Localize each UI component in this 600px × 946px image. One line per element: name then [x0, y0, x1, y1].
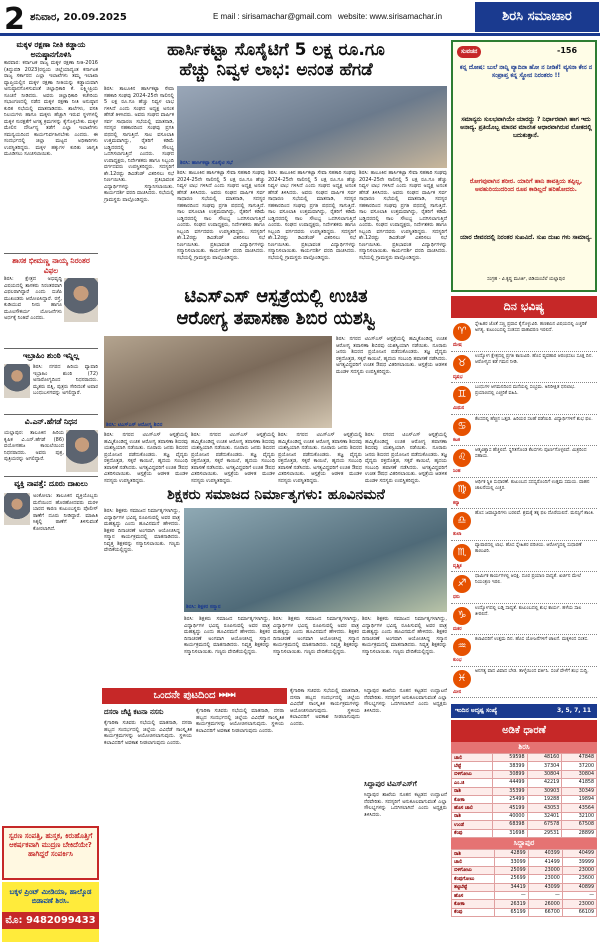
price-cell: 30899 [492, 770, 527, 778]
horoscope-item [451, 383, 597, 415]
price-cell: 19894 [562, 795, 597, 803]
price-cell: 30804 [562, 770, 597, 778]
story-body-hospital-col3: ಶಿರಸಿ: ನಗರದ ಟಿಎಸ್‌ಎಸ್ ಆಸ್ಪತ್ರೆಯಲ್ಲಿ ಹಮ್ಮಿಕೊಂಡಿದ್ದ ಉಚಿತ ಆರೋಗ್ಯ ತಪಾಸಣಾ ಶಿಬಿರವು ಯಶಸ್ವಿಯಾಗಿ ನಡೆಯಿತು. ನೂರಾರು ಜನರು ಶಿಬಿರದ ಪ್ರಯೋಜನ ಪಡೆದುಕೊಂಡರು. ತಜ್ಞ ವೈದ್ಯರು ರಕ್ತದೊತ್ತಡ, ಸಕ್ಕರೆ ಕಾಯಿಲೆ, ಹೃದಯ ಸಂಬಂಧಿ ತಪಾಸಣೆ ನಡೆಸಿದರು. ಅಗತ್ಯವಿದ್ದವರಿಗೆ ಉಚಿತ ಔಷಧ ವಿತರಿಸಲಾಯಿತು. ಆಸ್ಪತ್ರೆಯ ಆಡಳಿತ ಮಂಡಳಿ ಸದಸ್ಯರು ಉಪಸ್ಥಿತರಿದ್ದರು. [191, 432, 275, 484]
price-cell: 35399 [492, 787, 527, 795]
price-cell: 31698 [492, 829, 527, 837]
zodiac-icon: ♊ [453, 386, 471, 404]
variety-name: ಕೆಂಪುಗೋಟು [452, 875, 495, 883]
story-body-society-col4: ಶಿರಸಿ: ತಾಲೂಕಿನ ಹಾರ್ಸಿಕಟ್ಟಾ ಸೇವಾ ಸಹಕಾರಿ ಸಂಘವು 2024-25ನೇ ಸಾಲಿನಲ್ಲಿ 5 ಲಕ್ಷ ರೂ.ಗೂ ಹೆಚ್ಚು ನಿವ್ವಳ ಲಾಭ ಗಳಿಸಿದೆ ಎಂದು ಸಂಘದ ಅಧ್ಯಕ್ಷ ಅನಂತ ಹೆಗಡೆ ತಿಳಿಸಿದರು. ಅವರು ಸಂಘದ ವಾರ್ಷಿಕ ಸರ್ವ ಸಾಧಾರಣ ಸಭೆಯಲ್ಲಿ ಮಾತನಾಡಿ, ಸದಸ್ಯರ ಸಹಕಾರದಿಂದ ಸಂಘವು ಪ್ರಗತಿ ಪಥದಲ್ಲಿ ಸಾಗುತ್ತಿದೆ. ಸಾಲ ವಸೂಲಾತಿ ಉತ್ತಮವಾಗಿದ್ದು, ರೈತರಿಗೆ ಕಡಿಮೆ ಬಡ್ಡಿದರದಲ್ಲಿ ಸಾಲ ಸೌಲಭ್ಯ ಒದಗಿಸಲಾಗುತ್ತಿದೆ ಎಂದರು. ಸಂಘದ ಉಪಾಧ್ಯಕ್ಷರು, ನಿರ್ದೇಶಕರು ಹಾಗೂ ಸಿಬ್ಬಂದಿ ವರ್ಗದವರು ಉಪಸ್ಥಿತರಿದ್ದರು. ಸದಸ್ಯರಿಗೆ ಶೇ.12ರಷ್ಟು ಡಿವಿಡೆಂಡ್ ವಿತರಿಸಲು ಸಭೆ ನಿರ್ಣಯಿಸಿತು. ಪ್ರತಿಭಾವಂತ ವಿದ್ಯಾರ್ಥಿಗಳನ್ನು ಸನ್ಮಾನಿಸಲಾಯಿತು. ಕಾರ್ಯದರ್ಶಿ ವರದಿ ವಾಚಿಸಿದರು. ಸಭೆಯಲ್ಲಿ ಗ್ರಾಮಸ್ಥರು ಪಾಲ್ಗೊಂಡಿದ್ದರು. [359, 170, 447, 261]
price-row [452, 858, 597, 866]
horoscope-text: ಆತ್ಮವಿಶ್ವಾಸ ಹೆಚ್ಚಲಿದೆ. ಸ್ಥಗಿತಗೊಂಡ ಕೆಲಸಗಳು ಪೂರ್ಣಗೊಳ್ಳಲಿವೆ. ಮಿತ್ರರಿಂದ ಸಹಾಯ. [475, 448, 587, 459]
price-row [452, 866, 597, 874]
price-cell: 23000 [562, 866, 596, 874]
story-body-society-col2: ಶಿರಸಿ: ತಾಲೂಕಿನ ಹಾರ್ಸಿಕಟ್ಟಾ ಸೇವಾ ಸಹಕಾರಿ ಸಂಘವು 2024-25ನೇ ಸಾಲಿನಲ್ಲಿ 5 ಲಕ್ಷ ರೂ.ಗೂ ಹೆಚ್ಚು ನಿವ್ವಳ ಲಾಭ ಗಳಿಸಿದೆ ಎಂದು ಸಂಘದ ಅಧ್ಯಕ್ಷ ಅನಂತ ಹೆಗಡೆ ತಿಳಿಸಿದರು. ಅವರು ಸಂಘದ ವಾರ್ಷಿಕ ಸರ್ವ ಸಾಧಾರಣ ಸಭೆಯಲ್ಲಿ ಮಾತನಾಡಿ, ಸದಸ್ಯರ ಸಹಕಾರದಿಂದ ಸಂಘವು ಪ್ರಗತಿ ಪಥದಲ್ಲಿ ಸಾಗುತ್ತಿದೆ. ಸಾಲ ವಸೂಲಾತಿ ಉತ್ತಮವಾಗಿದ್ದು, ರೈತರಿಗೆ ಕಡಿಮೆ ಬಡ್ಡಿದರದಲ್ಲಿ ಸಾಲ ಸೌಲಭ್ಯ ಒದಗಿಸಲಾಗುತ್ತಿದೆ ಎಂದರು. ಸಂಘದ ಉಪಾಧ್ಯಕ್ಷರು, ನಿರ್ದೇಶಕರು ಹಾಗೂ ಸಿಬ್ಬಂದಿ ವರ್ಗದವರು ಉಪಸ್ಥಿತರಿದ್ದರು. ಸದಸ್ಯರಿಗೆ ಶೇ.12ರಷ್ಟು ಡಿವಿಡೆಂಡ್ ವಿತರಿಸಲು ಸಭೆ ನಿರ್ಣಯಿಸಿತು. ಪ್ರತಿಭಾವಂತ ವಿದ್ಯಾರ್ಥಿಗಳನ್ನು ಸನ್ಮಾನಿಸಲಾಯಿತು. ಕಾರ್ಯದರ್ಶಿ ವರದಿ ವಾಚಿಸಿದರು. ಸಭೆಯಲ್ಲಿ ಗ್ರಾಮಸ್ಥರು ಪಾಲ್ಗೊಂಡಿದ್ದರು. [177, 170, 265, 261]
price-cell: 28899 [562, 829, 597, 837]
horoscope-text: ಧಾರ್ಮಿಕ ಕಾರ್ಯಗಳಲ್ಲಿ ಆಸಕ್ತಿ. ದೂರ ಪ್ರಯಾಣ ಸಾಧ್ಯತೆ. ಖರ್ಚಿನ ಮೇಲೆ ನಿಯಂತ್ರಣ ಇರಲಿ. [475, 574, 581, 585]
portrait-photo [66, 430, 98, 472]
horoscope-text: ಆರ್ಥಿಕ ಸ್ಥಿತಿ ಸುಧಾರಣೆ. ಕುಟುಂಬದ ಸದಸ್ಯರೊಂದಿಗೆ ಉತ್ತಮ ಸಮಯ. ವಾಹನ ಚಾಲನೆಯಲ್ಲಿ ಎಚ್ಚರ. [475, 479, 590, 491]
zodiac-icon: ♌ [453, 449, 471, 467]
price-row [452, 891, 597, 899]
media-ad [2, 882, 99, 942]
price-cell: 40399 [528, 850, 562, 858]
horoscope-item [451, 446, 597, 478]
zodiac-name: ಕಟಕ [453, 437, 460, 443]
variety-name: ಚಾಲಿ [452, 858, 495, 866]
suvachana-credit: ಸಂಗ್ರಹ - ವಿ.ಕೃಷ್ಣ ಮೂರ್ತಿ, ಬಿಡಿಯಂಬೆಲೆ ಯಲ್ಲಾಪುರ [487, 277, 565, 282]
story-head-obituary1: ಇಬ್ರಾಹಿಂ ಶುಂಠಿ ಇನ್ನಿಲ್ಲ [22, 351, 80, 360]
story-body-teachers-col3: ಶಿರಸಿ: ಶಿಕ್ಷಕರು ಸಮಾಜದ ನಿರ್ಮಾತೃಗಳಾಗಿದ್ದು, ವಿದ್ಯಾರ್ಥಿಗಳ ಭವಿಷ್ಯ ರೂಪಿಸುವಲ್ಲಿ ಅವರ ಪಾತ್ರ ಮಹತ್ವದ್ದು ಎಂದು ಹೂವಿನಮನೆ ಹೇಳಿದರು. ಶಿಕ್ಷಕರ ದಿನಾಚರಣೆ ಅಂಗವಾಗಿ ಆಯೋಜಿಸಿದ್ದ ಸನ್ಮಾನ ಕಾರ್ಯಕ್ರಮದಲ್ಲಿ ಮಾತನಾಡಿದರು. ನಿವೃತ್ತ ಶಿಕ್ಷಕರನ್ನು ಸನ್ಮಾನಿಸಲಾಯಿತು. ಗಣ್ಯರು ವೇದಿಕೆಯಲ್ಲಿದ್ದರು. [273, 616, 359, 655]
horoscope-item [451, 320, 597, 352]
price-row [452, 850, 597, 858]
price-row [452, 795, 597, 803]
story-body-obituary2: ಯಲ್ಲಾಪುರ: ತಾಲೂಕಿನ ಹಿರಿಯ ಕೃಷಿಕ ವಿ.ಎನ್.ಹೆಗಡೆ (86) ವಯೋಸಹಜ ಕಾಯಿಲೆಯಿಂದ ನಿಧನರಾದರು. ಅವರು ಪುತ್ರ, ಪುತ್ರಿಯರನ್ನು ಅಗಲಿದ್ದಾರೆ. [4, 430, 64, 462]
horoscope-text: ಸ್ನೇಹಿತರ ಜೊತೆ ಸಣ್ಣ ಪ್ರವಾಸ ಕೈಗೊಳ್ಳುವಿರಿ. ಹಣಕಾಸಿನ ವಿಷಯದಲ್ಲಿ ಎಚ್ಚರಿಕೆ ಅಗತ್ಯ. ಕುಟುಂಬದಲ್ಲಿ ಸಂತಸದ ವಾತಾವರಣ ಇರಲಿದೆ. [475, 322, 587, 333]
phone-number: ಮೊ: 9482099433 [2, 912, 99, 929]
price-row [452, 900, 597, 908]
price-row [452, 787, 597, 795]
price-cell: 33099 [494, 858, 528, 866]
price-cell: 30903 [527, 787, 562, 795]
price-cell: 43564 [562, 804, 597, 812]
horoscope-text: ಅನಗತ್ಯ ವಾದ ವಿವಾದ ಬೇಡ. ತಾಳ್ಮೆಯಿಂದ ವರ್ತಿಸಿ. ಸಂಜೆ ವೇಳೆಗೆ ಶುಭ ಸುದ್ದಿ. [475, 668, 589, 674]
story-body-missing: ಅಂಕೋಲಾ: ತಾಲೂಕಿನ ವ್ಯಕ್ತಿಯೊಬ್ಬರು ಮನೆಯಿಂದ ಹೊರಹೋದವರು ಮರಳಿ ಬಾರದ ಕಾರಣ ಕುಟುಂಬಸ್ಥರು ಪೊಲೀಸ್ ಠಾಣೆಗೆ ದೂರು ನೀಡಿದ್ದಾರೆ. ಮಾಹಿತಿ ಸಿಕ್ಕಲ್ಲಿ ಠಾಣೆಗೆ ತಿಳಿಸುವಂತೆ ಕೋರಲಾಗಿದೆ. [33, 493, 98, 532]
price-cell: 42219 [527, 779, 562, 787]
price-cell: 23600 [562, 875, 596, 883]
horoscope-item [451, 352, 597, 384]
horoscope-item [451, 667, 597, 699]
story-body-hospital-col5: ಶಿರಸಿ: ನಗರದ ಟಿಎಸ್‌ಎಸ್ ಆಸ್ಪತ್ರೆಯಲ್ಲಿ ಹಮ್ಮಿಕೊಂಡಿದ್ದ ಉಚಿತ ಆರೋಗ್ಯ ತಪಾಸಣಾ ಶಿಬಿರವು ಯಶಸ್ವಿಯಾಗಿ ನಡೆಯಿತು. ನೂರಾರು ಜನರು ಶಿಬಿರದ ಪ್ರಯೋಜನ ಪಡೆದುಕೊಂಡರು. ತಜ್ಞ ವೈದ್ಯರು ರಕ್ತದೊತ್ತಡ, ಸಕ್ಕರೆ ಕಾಯಿಲೆ, ಹೃದಯ ಸಂಬಂಧಿ ತಪಾಸಣೆ ನಡೆಸಿದರು. ಅಗತ್ಯವಿದ್ದವರಿಗೆ ಉಚಿತ ಔಷಧ ವಿತರಿಸಲಾಯಿತು. ಆಸ್ಪತ್ರೆಯ ಆಡಳಿತ ಮಂಡಳಿ ಸದಸ್ಯರು ಉಪಸ್ಥಿತರಿದ್ದರು. [365, 432, 447, 484]
horoscope-text: ವ್ಯಾಪಾರದಲ್ಲಿ ಲಾಭ. ಹೊಸ ಸ್ನೇಹಿತರ ಪರಿಚಯ. ಆರೋಗ್ಯದಲ್ಲಿ ಸುಧಾರಣೆ ಕಾಣುವಿರಿ. [475, 542, 582, 554]
zodiac-icon: ♍ [453, 481, 471, 499]
sirsi-price-table [451, 753, 597, 838]
lucky-number-label: ಇಂದಿನ ಅದೃಷ್ಟ ಸಂಖ್ಯೆ [455, 707, 498, 714]
price-cell: 48160 [527, 754, 562, 762]
price-cell: 30349 [562, 787, 597, 795]
variety-name: ಕೋಕಾ [452, 900, 495, 908]
story-head-child-policy: ಮಕ್ಕಳ ರಕ್ಷಣಾ ನೀತಿ ಕಡ್ಡಾಯ ಅನುಷ್ಠಾನಗೊಳಿಸಿ [16, 40, 86, 59]
story-body-mla: ಶಿರಸಿ: ಕ್ಷೇತ್ರದ ಅಭಿವೃದ್ಧಿ ವಿಷಯದಲ್ಲಿ ಶಾಸಕರು ನಿರಂತರವಾಗಿ ವಿಫಲರಾಗಿದ್ದಾರೆ ಎಂದು ಬಿಜೆಪಿ ಮುಖಂಡರು ಆರೋಪಿಸಿದ್ದಾರೆ. ರಸ್ತೆ, ಕುಡಿಯುವ ನೀರು ಹಾಗೂ ಮೂಲಸೌಕರ್ಯ ಯೋಜನೆಗಳು ಅರ್ಧಕ್ಕೆ ನಿಂತಿವೆ ಎಂದರು. [4, 276, 62, 321]
arecanut-price-title: ಅಡಿಕೆ ಧಾರಣೆ [451, 720, 597, 742]
market-siddapur-label: ಸಿದ್ದಾಪುರ [451, 838, 597, 849]
price-row [452, 770, 597, 778]
variety-name: ಬಿಳಿಗೋಟು [452, 770, 493, 778]
variety-name: ಕೋಕಾ [452, 795, 493, 803]
price-cell: 25499 [492, 795, 527, 803]
photo-caption: ಶಿರಸಿ: ಶಿಕ್ಷಕರ ಸನ್ಮಾನ [186, 604, 221, 610]
variety-name: ಉಂಡೆ [452, 821, 493, 829]
horoscope-item [451, 572, 597, 604]
price-cell: 67508 [562, 821, 597, 829]
portrait-photo [4, 493, 30, 525]
horoscope-item [451, 604, 597, 636]
brand-logo: ಶಿರಸಿ ಸಮಾಚಾರ [475, 2, 599, 32]
price-cell: 45199 [492, 804, 527, 812]
price-cell: 30804 [527, 770, 562, 778]
price-cell: 67578 [527, 821, 562, 829]
variety-name: ಬಿಳಿಗೋಟು [452, 866, 495, 874]
zodiac-name: ಮೀನ [453, 689, 462, 695]
price-row [452, 762, 597, 770]
price-cell: 66700 [528, 908, 562, 916]
horoscope-text: ಬಂಧುಗಳ ಆಗಮನದಿಂದ ಮನೆಯಲ್ಲಿ ಸಂಭ್ರಮ. ಅನಿರೀಕ್ಷಿತ ಧನಲಾಭ. ಪ್ರಯಾಣದಲ್ಲಿ ಎಚ್ಚರಿಕೆ ವಹಿಸಿ. [475, 385, 576, 396]
divider [4, 476, 98, 477]
variety-name: ಬೆಟ್ಟೆ [452, 762, 493, 770]
story-body-child-policy: ಕಾರವಾರ: ಕರ್ನಾಟಕ ರಾಜ್ಯ ಮಕ್ಕಳ ರಕ್ಷಣಾ ನೀತಿ-2016 (ತಿದ್ದುಪಡಿ 2023)ರನ್ವಯ ಜಿಲ್ಲೆಯಾದ್ಯಂತ ಕರ್ನಾಟಕ ರಾಜ್ಯ ಸರ್ಕಾರದ ಎಲ್ಲಾ ಇಲಾಖೆಗಳು ತಮ್ಮ ಇಲಾಖಾ ವ್ಯಾಪ್ತಿಯಲ್ಲಿನ ಮಕ್ಕಳ ರಕ್ಷಣಾ ನೀತಿಯನ್ನು ಕಡ್ಡಾಯವಾಗಿ ಅನುಷ್ಠಾನಗೊಳಿಸುವಂತೆ ಜಿಲ್ಲಾಧಿಕಾರಿ ಕೆ. ಲಕ್ಷ್ಮೀಪ್ರಿಯ ಸೂಚನೆ ನೀಡಿದರು. ಅವರು ಜಿಲ್ಲಾಧಿಕಾರಿ ಕಚೇರಿಯ ಸಭಾಂಗಣದಲ್ಲಿ ನಡೆದ ಮಕ್ಕಳ ರಕ್ಷಣಾ ನೀತಿ ಅನುಷ್ಠಾನ ಕುರಿತ ಸಭೆಯಲ್ಲಿ ಮಾತನಾಡಿದರು. ಶಾಲೆಗಳು, ವಸತಿ ನಿಲಯಗಳು ಹಾಗೂ ಮಕ್ಕಳು ಹೆಚ್ಚಾಗಿ ಇರುವ ಸ್ಥಳಗಳಲ್ಲಿ ಮಕ್ಕಳ ಸುರಕ್ಷತೆಗೆ ಅಗತ್ಯ ಕ್ರಮಗಳನ್ನು ಕೈಗೊಳ್ಳಬೇಕು. ಮಕ್ಕಳ ಮೇಲಿನ ದೌರ್ಜನ್ಯ ತಡೆಗೆ ಎಲ್ಲಾ ಇಲಾಖೆಗಳು ಸಮನ್ವಯದಿಂದ ಕಾರ್ಯನಿರ್ವಹಿಸಬೇಕು ಎಂದರು. ಈ ಸಂದರ್ಭದಲ್ಲಿ ಜಿಲ್ಲಾ ಮಟ್ಟದ ಅಧಿಕಾರಿಗಳು ಉಪಸ್ಥಿತರಿದ್ದರು. ಮಕ್ಕಳ ಹಕ್ಕುಗಳ ಕುರಿತು ಜಾಗೃತಿ ಮೂಡಿಸಲು ಸೂಚಿಸಲಾಯಿತು. [4, 60, 98, 157]
horoscope-item [451, 415, 597, 447]
variety-name: ಹೊಸ [452, 891, 495, 899]
price-cell: 38399 [492, 762, 527, 770]
headline-teachers: ಶಿಕ್ಷಕರು ಸಮಾಜದ ನಿರ್ಮಾತೃಗಳು: ಹೂವಿನಮನೆ [167, 487, 385, 503]
story-head-obituary2: ವಿ.ಎನ್.ಹೆಗಡೆ ನಿಧನ [24, 417, 78, 426]
story-body-siddapur-top: ಸಿದ್ದಾಪುರ ಶಾಖೆಯ ನೂತನ ಕಟ್ಟಡದ ಉದ್ಘಾಟನೆ ನೆರವೇರಿತು. ಸದಸ್ಯರಿಗೆ ಅನುಕೂಲವಾಗುವಂತೆ ಎಲ್ಲಾ ಸೌಲಭ್ಯಗಳನ್ನು ಒದಗಿಸಲಾಗಿದೆ ಎಂದು ಅಧ್ಯಕ್ಷರು ತಿಳಿಸಿದರು. [364, 688, 447, 714]
variety-name: ತಟ್ಟಿಬೆಟ್ಟೆ [452, 883, 495, 891]
price-cell: 23000 [528, 875, 562, 883]
suvachana-meaning2: ರೋಗವುವಾಗಿನ ಶರೀರ. ಯಾರಿಗೆ ಹಾನಿ ತಾವತ್ತಿಯ ತಪ್ಪಿಲ್ಲ, ಅವಹುರಿಯುದರಿಂದ ರೂಪ ಕಾಡಿಲ್ಲದೆ ಹರಿಹೋದರು. [469, 178, 583, 193]
variety-name: ಹೊಸ ಚಾಲಿ [452, 804, 493, 812]
price-row [452, 754, 597, 762]
zodiac-icon: ♎ [453, 512, 471, 530]
horoscope-item [451, 478, 597, 510]
price-row [452, 875, 597, 883]
price-cell: 41499 [528, 858, 562, 866]
meeting-photo [177, 86, 447, 168]
story-body-dasara-col3: ಕೈಗಾರಿಕಾ ಸಚಿವರು ಸಭೆಯಲ್ಲಿ ಮಾತನಾಡಿ, ದಸರಾ ಹಬ್ಬದ ಸಂದರ್ಭದಲ್ಲಿ ಜಿಲ್ಲೆಯ ವಿವಿಧೆಡೆ ಸಾಂಸ್ಕೃತಿಕ ಕಾರ್ಯಕ್ರಮಗಳನ್ನು ಆಯೋಜಿಸಲಾಗುವುದು. ಸ್ಥಳೀಯ ಕಲಾವಿದರಿಗೆ ಅವಕಾಶ ನೀಡಲಾಗುವುದು ಎಂದರು. [290, 688, 360, 727]
story-body-teachers-col4: ಶಿರಸಿ: ಶಿಕ್ಷಕರು ಸಮಾಜದ ನಿರ್ಮಾತೃಗಳಾಗಿದ್ದು, ವಿದ್ಯಾರ್ಥಿಗಳ ಭವಿಷ್ಯ ರೂಪಿಸುವಲ್ಲಿ ಅವರ ಪಾತ್ರ ಮಹತ್ವದ್ದು ಎಂದು ಹೂವಿನಮನೆ ಹೇಳಿದರು. ಶಿಕ್ಷಕರ ದಿನಾಚರಣೆ ಅಂಗವಾಗಿ ಆಯೋಜಿಸಿದ್ದ ಸನ್ಮಾನ ಕಾರ್ಯಕ್ರಮದಲ್ಲಿ ಮಾತನಾಡಿದರು. ನಿವೃತ್ತ ಶಿಕ್ಷಕರನ್ನು ಸನ್ಮಾನಿಸಲಾಯಿತು. ಗಣ್ಯರು ವೇದಿಕೆಯಲ್ಲಿದ್ದರು. [362, 616, 447, 655]
siddapur-price-table [451, 849, 597, 917]
horoscope-item [451, 635, 597, 667]
horoscope-text: ಉದ್ಯೋಗ ಕ್ಷೇತ್ರದಲ್ಲಿ ಪ್ರಗತಿ ಕಾಣುವಿರಿ. ಹೊಸ ವ್ಯವಹಾರ ಆರಂಭಿಸಲು ಸೂಕ್ತ ದಿನ. ಆರೋಗ್ಯದ ಕಡೆ ಗಮನ ನೀಡಿ. [475, 353, 593, 365]
price-cell: 26000 [528, 900, 562, 908]
story-body-obituary1: ಶಿರಸಿ: ನಗರದ ಹಿರಿಯ ವ್ಯಾಪಾರಿ ಇಬ್ರಾಹಿಂ ಶುಂಠಿ (72) ಅನಾರೋಗ್ಯದಿಂದ ನಿಧನರಾದರು. ಮೃತರು ಪತ್ನಿ, ಪುತ್ರರು ಸೇರಿದಂತೆ ಅಪಾರ ಬಂಧುಬಳಗವನ್ನು ಅಗಲಿದ್ದಾರೆ. [33, 364, 98, 396]
price-cell: 29531 [527, 829, 562, 837]
price-cell: 19288 [527, 795, 562, 803]
zodiac-icon: ♋ [453, 418, 471, 436]
divider [4, 414, 98, 415]
teachers-photo [184, 508, 447, 612]
health-camp-photo [104, 336, 332, 428]
price-cell: 32401 [527, 812, 562, 820]
media-ad-text: ಬಕ್ಕಳ ಪ್ರಿಂಟ್ ಮೀಡಿಯಾ, ಹಾಲ್ಕೊಡ ಬಿಡಾವಣೆ ಶಿರಸಿ. [9, 888, 92, 905]
email-text: E mail : sirisamachar@gmail.com [213, 12, 332, 21]
headline-society [104, 40, 448, 80]
zodiac-name: ಕನ್ಯಾ [453, 500, 460, 506]
page-number: 2 [4, 2, 25, 37]
price-cell: — [528, 891, 562, 899]
headline-hospital [104, 286, 448, 330]
price-cell: 32100 [562, 812, 597, 820]
price-cell: 23000 [528, 866, 562, 874]
variety-name: ಚಾಲಿ [452, 754, 493, 762]
lucky-number-bar [451, 704, 597, 718]
suvachana-meaning1: ಸಮಾನ್ಯನು ಸುಲಭವಾಗಿಯೇ ಯಾರದ್ದು ? ನಿರ್ಧಾರವಾಗಿ ಹಾಗ ಇದು ಅನಾದ್ಯ. ಪ್ರತಿಯೊಬ್ಬ ಮಾನವ ಮಾನಸಿಕ ಆಧಾರವಾಗಿರುವ ಲೋಕದಲ್ಲಿ ಬದುಕುತ್ತಾನೆ. [460, 116, 592, 139]
zodiac-icon: ♑ [453, 607, 471, 625]
price-cell: 25099 [494, 866, 528, 874]
variety-name: ಎಂ.ಜಿ [452, 779, 493, 787]
price-cell: 44499 [492, 779, 527, 787]
story-head-siddapur: ಸಿದ್ದಾಪುರ ಟಿಎಸ್‌ಎಸ್‌ಗೆ [364, 780, 417, 788]
portrait-photo [64, 278, 98, 322]
zodiac-icon: ♓ [453, 670, 471, 688]
horoscope-text: ಹೊಸ ಜವಾಬ್ದಾರಿಗಳು ಬರಲಿವೆ. ಶ್ರಮಕ್ಕೆ ತಕ್ಕ ಫಲ ದೊರೆಯಲಿದೆ. ಮನಸ್ಸಿಗೆ ಶಾಂತಿ. [475, 511, 595, 516]
headline-society-line2: ಹೆಚ್ಚು ನಿವ್ವಳ ಲಾಭ: ಅನಂತ ಹೆಗಡೆ [179, 60, 373, 80]
divider [4, 253, 98, 254]
story-head-mla: ಶಾಸಕ ಭೀಮಣ್ಣ ನಾಯ್ಕ ನಿರಂತರ ವಿಫಲ [12, 256, 90, 275]
price-cell: 26319 [494, 900, 528, 908]
variety-name: ರಾಶಿ [452, 850, 495, 858]
suvachana-badge: ಸುವಚನ [457, 46, 481, 58]
photo-caption: ಶಿರಸಿ: ಟಿಎಸ್‌ಎಸ್ ಆರೋಗ್ಯ ಶಿಬಿರ [106, 422, 163, 428]
zodiac-icon: ♐ [453, 575, 471, 593]
price-cell: 25699 [494, 875, 528, 883]
price-cell: — [562, 891, 596, 899]
price-row [452, 908, 597, 916]
price-row [452, 821, 597, 829]
price-cell: 37200 [562, 762, 597, 770]
print-ad-text: ಸ್ವರಣ ಸಂಪತ್ತಿ, ಹುಸ್ತಕ, ಕಿರುಹೊತ್ತಿಗೆ ಆಕರ್ಷಕವಾಗಿ ಮುದ್ರಣ ಬೇಕಿದೆಯೇ? ಹಾಗಿದ್ದರೆ ಸಂಪರ್ಕಿಸಿ [8, 832, 93, 858]
story-body-teachers-col2: ಶಿರಸಿ: ಶಿಕ್ಷಕರು ಸಮಾಜದ ನಿರ್ಮಾತೃಗಳಾಗಿದ್ದು, ವಿದ್ಯಾರ್ಥಿಗಳ ಭವಿಷ್ಯ ರೂಪಿಸುವಲ್ಲಿ ಅವರ ಪಾತ್ರ ಮಹತ್ವದ್ದು ಎಂದು ಹೂವಿನಮನೆ ಹೇಳಿದರು. ಶಿಕ್ಷಕರ ದಿನಾಚರಣೆ ಅಂಗವಾಗಿ ಆಯೋಜಿಸಿದ್ದ ಸನ್ಮಾನ ಕಾರ್ಯಕ್ರಮದಲ್ಲಿ ಮಾತನಾಡಿದರು. ನಿವೃತ್ತ ಶಿಕ್ಷಕರನ್ನು ಸನ್ಮಾನಿಸಲಾಯಿತು. ಗಣ್ಯರು ವೇದಿಕೆಯಲ್ಲಿದ್ದರು. [184, 616, 270, 655]
zodiac-name: ಮಕರ [453, 626, 462, 632]
price-cell: 66109 [562, 908, 596, 916]
zodiac-name: ಸಿಂಹ [453, 469, 461, 474]
horoscope-text: ಕೆಲಸದಲ್ಲಿ ಹೆಚ್ಚಿನ ಒತ್ತಡ. ಹಿರಿಯರ ಸಲಹೆ ಪಡೆಯಿರಿ. ವಿದ್ಯಾರ್ಥಿಗಳಿಗೆ ಶುಭ ಫಲ. [475, 416, 593, 422]
headline-hospital-line1: ಟಿಎಸ್‌ಎಸ್ ಆಸ್ಪತ್ರೆಯಲ್ಲಿ ಉಚಿತ [184, 286, 368, 307]
horoscope-text: ಉದ್ಯೋಗದಲ್ಲಿ ಬಡ್ತಿ ಸಾಧ್ಯತೆ. ಕುಟುಂಬದಲ್ಲಿ ಶುಭ ಕಾರ್ಯ. ಹಳೆಯ ಸಾಲ ತೀರಲಿದೆ. [475, 605, 582, 617]
website-text: website: www.sirisamachar.in [338, 12, 443, 21]
horoscope-title: ದಿನ ಭವಿಷ್ಯ [451, 296, 597, 318]
price-row [452, 829, 597, 837]
zodiac-icon: ♒ [453, 638, 471, 656]
price-cell: 39999 [562, 858, 596, 866]
price-row [452, 812, 597, 820]
headline-society-line1: ಹಾರ್ಸಿಕಟ್ಟಾ ಸೊಸೈಟಿಗೆ 5 ಲಕ್ಷ ರೂ.ಗೂ [167, 40, 385, 60]
price-cell: 65199 [494, 908, 528, 916]
zodiac-icon: ♉ [453, 355, 471, 373]
zodiac-name: ಮಿಥುನ [453, 406, 465, 411]
price-cell: 43099 [528, 883, 562, 891]
story-body-society-col3: ಶಿರಸಿ: ತಾಲೂಕಿನ ಹಾರ್ಸಿಕಟ್ಟಾ ಸೇವಾ ಸಹಕಾರಿ ಸಂಘವು 2024-25ನೇ ಸಾಲಿನಲ್ಲಿ 5 ಲಕ್ಷ ರೂ.ಗೂ ಹೆಚ್ಚು ನಿವ್ವಳ ಲಾಭ ಗಳಿಸಿದೆ ಎಂದು ಸಂಘದ ಅಧ್ಯಕ್ಷ ಅನಂತ ಹೆಗಡೆ ತಿಳಿಸಿದರು. ಅವರು ಸಂಘದ ವಾರ್ಷಿಕ ಸರ್ವ ಸಾಧಾರಣ ಸಭೆಯಲ್ಲಿ ಮಾತನಾಡಿ, ಸದಸ್ಯರ ಸಹಕಾರದಿಂದ ಸಂಘವು ಪ್ರಗತಿ ಪಥದಲ್ಲಿ ಸಾಗುತ್ತಿದೆ. ಸಾಲ ವಸೂಲಾತಿ ಉತ್ತಮವಾಗಿದ್ದು, ರೈತರಿಗೆ ಕಡಿಮೆ ಬಡ್ಡಿದರದಲ್ಲಿ ಸಾಲ ಸೌಲಭ್ಯ ಒದಗಿಸಲಾಗುತ್ತಿದೆ ಎಂದರು. ಸಂಘದ ಉಪಾಧ್ಯಕ್ಷರು, ನಿರ್ದೇಶಕರು ಹಾಗೂ ಸಿಬ್ಬಂದಿ ವರ್ಗದವರು ಉಪಸ್ಥಿತರಿದ್ದರು. ಸದಸ್ಯರಿಗೆ ಶೇ.12ರಷ್ಟು ಡಿವಿಡೆಂಡ್ ವಿತರಿಸಲು ಸಭೆ ನಿರ್ಣಯಿಸಿತು. ಪ್ರತಿಭಾವಂತ ವಿದ್ಯಾರ್ಥಿಗಳನ್ನು ಸನ್ಮಾನಿಸಲಾಯಿತು. ಕಾರ್ಯದರ್ಶಿ ವರದಿ ವಾಚಿಸಿದರು. ಸಭೆಯಲ್ಲಿ ಗ್ರಾಮಸ್ಥರು ಪಾಲ್ಗೊಂಡಿದ್ದರು. [268, 170, 356, 261]
price-row [452, 779, 597, 787]
price-cell: 37304 [527, 762, 562, 770]
print-ad [2, 826, 99, 880]
story-body-dasara-col2: ಕೈಗಾರಿಕಾ ಸಚಿವರು ಸಭೆಯಲ್ಲಿ ಮಾತನಾಡಿ, ದಸರಾ ಹಬ್ಬದ ಸಂದರ್ಭದಲ್ಲಿ ಜಿಲ್ಲೆಯ ವಿವಿಧೆಡೆ ಸಾಂಸ್ಕೃತಿಕ ಕಾರ್ಯಕ್ರಮಗಳನ್ನು ಆಯೋಜಿಸಲಾಗುವುದು. ಸ್ಥಳೀಯ ಕಲಾವಿದರಿಗೆ ಅವಕಾಶ ನೀಡಲಾಗುವುದು ಎಂದರು. [196, 708, 284, 734]
zodiac-icon: ♈ [453, 323, 471, 341]
zodiac-name: ಕುಂಭ [453, 658, 462, 663]
price-cell: 40899 [562, 883, 596, 891]
variety-name: ರಾಶಿ [452, 787, 493, 795]
price-cell: 43053 [527, 804, 562, 812]
story-body-hospital-col4: ಶಿರಸಿ: ನಗರದ ಟಿಎಸ್‌ಎಸ್ ಆಸ್ಪತ್ರೆಯಲ್ಲಿ ಹಮ್ಮಿಕೊಂಡಿದ್ದ ಉಚಿತ ಆರೋಗ್ಯ ತಪಾಸಣಾ ಶಿಬಿರವು ಯಶಸ್ವಿಯಾಗಿ ನಡೆಯಿತು. ನೂರಾರು ಜನರು ಶಿಬಿರದ ಪ್ರಯೋಜನ ಪಡೆದುಕೊಂಡರು. ತಜ್ಞ ವೈದ್ಯರು ರಕ್ತದೊತ್ತಡ, ಸಕ್ಕರೆ ಕಾಯಿಲೆ, ಹೃದಯ ಸಂಬಂಧಿ ತಪಾಸಣೆ ನಡೆಸಿದರು. ಅಗತ್ಯವಿದ್ದವರಿಗೆ ಉಚಿತ ಔಷಧ ವಿತರಿಸಲಾಯಿತು. ಆಸ್ಪತ್ರೆಯ ಆಡಳಿತ ಮಂಡಳಿ ಸದಸ್ಯರು ಉಪಸ್ಥಿತರಿದ್ದರು. [278, 432, 362, 484]
masthead [0, 0, 600, 36]
story-body-siddapur: ಸಿದ್ದಾಪುರ ಶಾಖೆಯ ನೂತನ ಕಟ್ಟಡದ ಉದ್ಘಾಟನೆ ನೆರವೇರಿತು. ಸದಸ್ಯರಿಗೆ ಅನುಕೂಲವಾಗುವಂತೆ ಎಲ್ಲಾ ಸೌಲಭ್ಯಗಳನ್ನು ಒದಗಿಸಲಾಗಿದೆ ಎಂದು ಅಧ್ಯಕ್ಷರು ತಿಳಿಸಿದರು. [364, 792, 447, 818]
price-cell: 41858 [562, 779, 597, 787]
variety-name: ಕೆಂಪು [452, 829, 493, 837]
zodiac-name: ವೃಷಭ [453, 374, 463, 380]
story-head-dasara: ದಸರಾ ಚೆಟ್ಟಿ ಕಟನಾ ನಸಸು [104, 708, 164, 716]
headline-hospital-line2: ಆರೋಗ್ಯ ತಪಾಸಣಾ ಶಿಬಿರ ಯಶಸ್ವಿ [176, 308, 376, 329]
suvachana-number: -156 [557, 46, 578, 55]
price-cell: 47848 [562, 754, 597, 762]
divider [4, 348, 98, 349]
story-body-dasara: ಕೈಗಾರಿಕಾ ಸಚಿವರು ಸಭೆಯಲ್ಲಿ ಮಾತನಾಡಿ, ದಸರಾ ಹಬ್ಬದ ಸಂದರ್ಭದಲ್ಲಿ ಜಿಲ್ಲೆಯ ವಿವಿಧೆಡೆ ಸಾಂಸ್ಕೃತಿಕ ಕಾರ್ಯಕ್ರಮಗಳನ್ನು ಆಯೋಜಿಸಲಾಗುವುದು. ಸ್ಥಳೀಯ ಕಲಾವಿದರಿಗೆ ಅವಕಾಶ ನೀಡಲಾಗುವುದು ಎಂದರು. [104, 720, 192, 746]
horoscope-item [451, 541, 597, 573]
price-cell: 34419 [494, 883, 528, 891]
suvachana-box [451, 40, 597, 292]
photo-caption: ಶಿರಸಿ: ಹಾರ್ಸಿಕಟ್ಟಾ ಸೊಸೈಟಿ ಸಭೆ [180, 160, 233, 166]
price-cell: 59598 [492, 754, 527, 762]
price-row [452, 883, 597, 891]
page-date: ಶನಿವಾರ, 20.09.2025 [30, 12, 127, 23]
zodiac-name: ವೃಶ್ಚಿಕ [453, 563, 462, 569]
continued-from-front-banner: ಒಂದನೇ ಪುಟದಿಂದ ⏭⏭ [102, 688, 287, 704]
story-body-society: ಶಿರಸಿ: ತಾಲೂಕಿನ ಹಾರ್ಸಿಕಟ್ಟಾ ಸೇವಾ ಸಹಕಾರಿ ಸಂಘವು 2024-25ನೇ ಸಾಲಿನಲ್ಲಿ 5 ಲಕ್ಷ ರೂ.ಗೂ ಹೆಚ್ಚು ನಿವ್ವಳ ಲಾಭ ಗಳಿಸಿದೆ ಎಂದು ಸಂಘದ ಅಧ್ಯಕ್ಷ ಅನಂತ ಹೆಗಡೆ ತಿಳಿಸಿದರು. ಅವರು ಸಂಘದ ವಾರ್ಷಿಕ ಸರ್ವ ಸಾಧಾರಣ ಸಭೆಯಲ್ಲಿ ಮಾತನಾಡಿ, ಸದಸ್ಯರ ಸಹಕಾರದಿಂದ ಸಂಘವು ಪ್ರಗತಿ ಪಥದಲ್ಲಿ ಸಾಗುತ್ತಿದೆ. ಸಾಲ ವಸೂಲಾತಿ ಉತ್ತಮವಾಗಿದ್ದು, ರೈತರಿಗೆ ಕಡಿಮೆ ಬಡ್ಡಿದರದಲ್ಲಿ ಸಾಲ ಸೌಲಭ್ಯ ಒದಗಿಸಲಾಗುತ್ತಿದೆ ಎಂದರು. ಸಂಘದ ಉಪಾಧ್ಯಕ್ಷರು, ನಿರ್ದೇಶಕರು ಹಾಗೂ ಸಿಬ್ಬಂದಿ ವರ್ಗದವರು ಉಪಸ್ಥಿತರಿದ್ದರು. ಸದಸ್ಯರಿಗೆ ಶೇ.12ರಷ್ಟು ಡಿವಿಡೆಂಡ್ ವಿತರಿಸಲು ಸಭೆ ನಿರ್ಣಯಿಸಿತು. ಪ್ರತಿಭಾವಂತ ವಿದ್ಯಾರ್ಥಿಗಳನ್ನು ಸನ್ಮಾನಿಸಲಾಯಿತು. ಕಾರ್ಯದರ್ಶಿ ವರದಿ ವಾಚಿಸಿದರು. ಸಭೆಯಲ್ಲಿ ಗ್ರಾಮಸ್ಥರು ಪಾಲ್ಗೊಂಡಿದ್ದರು. [104, 86, 174, 203]
horoscope-text: ಕಲಾವಿದರಿಗೆ ಉತ್ತಮ ದಿನ. ಹೊಸ ಯೋಜನೆಗಳಿಗೆ ಚಾಲನೆ. ಮಕ್ಕಳಿಂದ ಸಂತಸ. [475, 637, 589, 642]
market-sirsi-label: ಶಿರಸಿ [451, 742, 597, 753]
price-cell: 40000 [492, 812, 527, 820]
price-cell: 40499 [562, 850, 596, 858]
story-head-missing: ವ್ಯಕ್ತಿ ನಾಪತ್ತೆ: ದೂರು ದಾಖಲು [14, 479, 88, 488]
lucky-numbers: 3, 5, 7, 11 [557, 707, 591, 714]
zodiac-icon: ♏ [453, 544, 471, 562]
suvachana-verse: ಕನ್ನ ದೋಷ: ಬುಲೆ ನಾನ್ನಿ ವ್ಯಾದಿನಾ ಹೋ ನ ನೀಡಿಕೆ! ವ್ಯಸನಾ ಕೇನ ನ ಸಂಪ್ರಾಪ್ತ ಕನ್ನ ಸ್ಥೋನ ನಿರಂತರಂ !! [459, 64, 593, 79]
story-body-teachers: ಶಿರಸಿ: ಶಿಕ್ಷಕರು ಸಮಾಜದ ನಿರ್ಮಾತೃಗಳಾಗಿದ್ದು, ವಿದ್ಯಾರ್ಥಿಗಳ ಭವಿಷ್ಯ ರೂಪಿಸುವಲ್ಲಿ ಅವರ ಪಾತ್ರ ಮಹತ್ವದ್ದು ಎಂದು ಹೂವಿನಮನೆ ಹೇಳಿದರು. ಶಿಕ್ಷಕರ ದಿನಾಚರಣೆ ಅಂಗವಾಗಿ ಆಯೋಜಿಸಿದ್ದ ಸನ್ಮಾನ ಕಾರ್ಯಕ್ರಮದಲ್ಲಿ ಮಾತನಾಡಿದರು. ನಿವೃತ್ತ ಶಿಕ್ಷಕರನ್ನು ಸನ್ಮಾನಿಸಲಾಯಿತು. ಗಣ್ಯರು ವೇದಿಕೆಯಲ್ಲಿದ್ದರು. [104, 508, 180, 553]
price-cell: 42899 [494, 850, 528, 858]
portrait-photo [4, 364, 30, 398]
price-cell: 68398 [492, 821, 527, 829]
horoscope-item [451, 509, 597, 541]
variety-name: ಕೆಂಪು [452, 908, 495, 916]
story-body-hospital: ಶಿರಸಿ: ನಗರದ ಟಿಎಸ್‌ಎಸ್ ಆಸ್ಪತ್ರೆಯಲ್ಲಿ ಹಮ್ಮಿಕೊಂಡಿದ್ದ ಉಚಿತ ಆರೋಗ್ಯ ತಪಾಸಣಾ ಶಿಬಿರವು ಯಶಸ್ವಿಯಾಗಿ ನಡೆಯಿತು. ನೂರಾರು ಜನರು ಶಿಬಿರದ ಪ್ರಯೋಜನ ಪಡೆದುಕೊಂಡರು. ತಜ್ಞ ವೈದ್ಯರು ರಕ್ತದೊತ್ತಡ, ಸಕ್ಕರೆ ಕಾಯಿಲೆ, ಹೃದಯ ಸಂಬಂಧಿ ತಪಾಸಣೆ ನಡೆಸಿದರು. ಅಗತ್ಯವಿದ್ದವರಿಗೆ ಉಚಿತ ಔಷಧ ವಿತರಿಸಲಾಯಿತು. ಆಸ್ಪತ್ರೆಯ ಆಡಳಿತ ಮಂಡಳಿ ಸದಸ್ಯರು ಉಪಸ್ಥಿತರಿದ್ದರು. [336, 336, 447, 375]
zodiac-name: ಧನು [453, 595, 460, 600]
variety-name: ರಾಶಿ [452, 812, 493, 820]
zodiac-name: ತುಲಾ [453, 532, 462, 537]
price-cell: — [494, 891, 528, 899]
price-row [452, 804, 597, 812]
price-cell: 23000 [562, 900, 596, 908]
story-body-hospital-col2: ಶಿರಸಿ: ನಗರದ ಟಿಎಸ್‌ಎಸ್ ಆಸ್ಪತ್ರೆಯಲ್ಲಿ ಹಮ್ಮಿಕೊಂಡಿದ್ದ ಉಚಿತ ಆರೋಗ್ಯ ತಪಾಸಣಾ ಶಿಬಿರವು ಯಶಸ್ವಿಯಾಗಿ ನಡೆಯಿತು. ನೂರಾರು ಜನರು ಶಿಬಿರದ ಪ್ರಯೋಜನ ಪಡೆದುಕೊಂಡರು. ತಜ್ಞ ವೈದ್ಯರು ರಕ್ತದೊತ್ತಡ, ಸಕ್ಕರೆ ಕಾಯಿಲೆ, ಹೃದಯ ಸಂಬಂಧಿ ತಪಾಸಣೆ ನಡೆಸಿದರು. ಅಗತ್ಯವಿದ್ದವರಿಗೆ ಉಚಿತ ಔಷಧ ವಿತರಿಸಲಾಯಿತು. ಆಸ್ಪತ್ರೆಯ ಆಡಳಿತ ಮಂಡಳಿ ಸದಸ್ಯರು ಉಪಸ್ಥಿತರಿದ್ದರು. [104, 432, 188, 484]
suvachana-meaning3: ಯಾರ ಜೀವನದಲ್ಲಿ ನಿರಂತರ ಸುಖವಿದೆ. ಸುಖ ದುಃಖ ಗಳು ಸಾಮಾನ್ಯ. [459, 234, 593, 241]
zodiac-name: ಮೇಷ [453, 343, 462, 348]
